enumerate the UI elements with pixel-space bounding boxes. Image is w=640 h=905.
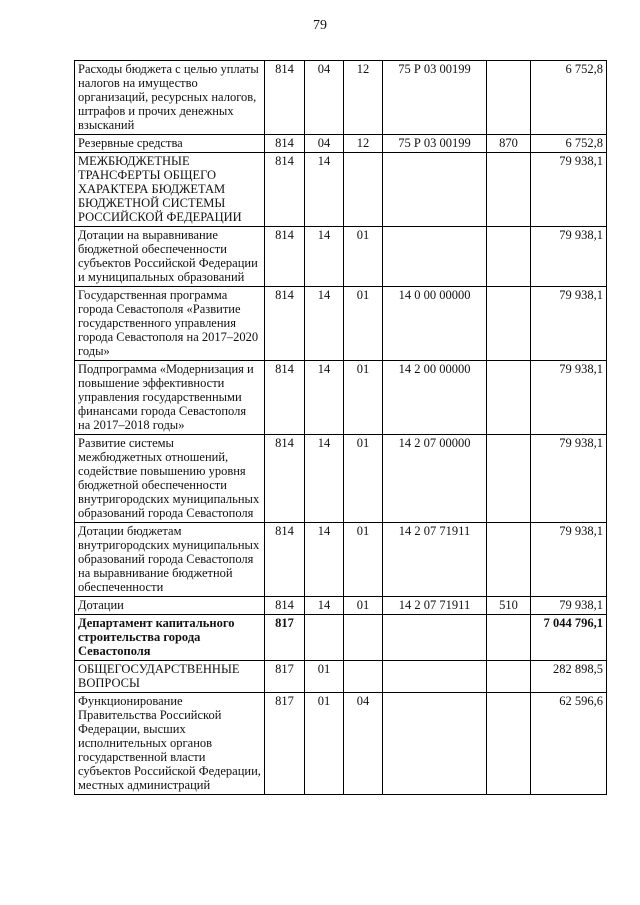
target-article-cell: 14 2 07 00000	[383, 435, 487, 523]
expense-type-cell	[487, 287, 531, 361]
amount-cell: 6 752,8	[531, 135, 607, 153]
table-row	[75, 661, 607, 693]
section-code-cell: 14	[305, 287, 344, 361]
budget-table-body	[75, 61, 607, 795]
expense-type-cell	[487, 693, 531, 795]
section-code-cell: 04	[305, 135, 344, 153]
ministry-code-cell: 817	[265, 661, 305, 693]
table-row	[75, 227, 607, 287]
subsection-code-cell: 04	[344, 693, 383, 795]
item-name-cell: Развитие системы межбюджетных отношений, содействие повышению уровня бюджетной обеспеченности внутригородских муниципальных образований города Севастополя	[75, 435, 265, 523]
section-code-cell: 14	[305, 361, 344, 435]
target-article-cell	[383, 227, 487, 287]
target-article-cell	[383, 693, 487, 795]
expense-type-cell	[487, 61, 531, 135]
amount-cell: 79 938,1	[531, 523, 607, 597]
expense-type-cell	[487, 615, 531, 661]
table-row	[75, 61, 607, 135]
subsection-code-cell: 01	[344, 287, 383, 361]
expense-type-cell	[487, 361, 531, 435]
amount-cell: 79 938,1	[531, 287, 607, 361]
expense-type-cell	[487, 661, 531, 693]
target-article-cell: 14 2 00 00000	[383, 361, 487, 435]
amount-cell: 79 938,1	[531, 153, 607, 227]
item-name-cell: Расходы бюджета с целью уплаты налогов на имущество организаций, ресурсных налогов, штрафов и прочих денежных взысканий	[75, 61, 265, 135]
item-name-cell: Функционирование Правительства Российской Федерации, высших исполнительных органов государственной власти субъектов Российской Федерации, местных администраций	[75, 693, 265, 795]
subsection-code-cell: 12	[344, 135, 383, 153]
ministry-code-cell: 814	[265, 597, 305, 615]
item-name-cell: Подпрограмма «Модернизация и повышение эффективности управления государственными финансами города Севастополя на 2017–2018 годы»	[75, 361, 265, 435]
item-name-cell: ОБЩЕГОСУДАРСТВЕННЫЕ ВОПРОСЫ	[75, 661, 265, 693]
item-name-cell: Департамент капитального строительства города Севастополя	[75, 615, 265, 661]
ministry-code-cell: 817	[265, 693, 305, 795]
section-code-cell: 14	[305, 597, 344, 615]
section-code-cell: 14	[305, 435, 344, 523]
expense-type-cell	[487, 153, 531, 227]
subsection-code-cell: 01	[344, 361, 383, 435]
amount-cell: 79 938,1	[531, 597, 607, 615]
amount-cell: 79 938,1	[531, 227, 607, 287]
ministry-code-cell: 814	[265, 153, 305, 227]
subsection-code-cell: 01	[344, 523, 383, 597]
amount-cell: 79 938,1	[531, 361, 607, 435]
subsection-code-cell	[344, 661, 383, 693]
ministry-code-cell: 814	[265, 361, 305, 435]
table-row	[75, 135, 607, 153]
expense-type-cell	[487, 435, 531, 523]
table-row	[75, 523, 607, 597]
table-row	[75, 435, 607, 523]
ministry-code-cell: 814	[265, 227, 305, 287]
expense-type-cell	[487, 523, 531, 597]
page-number: 79	[313, 18, 327, 33]
subsection-code-cell	[344, 153, 383, 227]
table-row	[75, 693, 607, 795]
target-article-cell: 75 Р 03 00199	[383, 135, 487, 153]
table-row	[75, 361, 607, 435]
ministry-code-cell: 814	[265, 435, 305, 523]
expense-type-cell: 870	[487, 135, 531, 153]
ministry-code-cell: 814	[265, 135, 305, 153]
amount-cell: 7 044 796,1	[531, 615, 607, 661]
subsection-code-cell: 12	[344, 61, 383, 135]
section-code-cell	[305, 615, 344, 661]
ministry-code-cell: 814	[265, 61, 305, 135]
amount-cell: 6 752,8	[531, 61, 607, 135]
target-article-cell	[383, 661, 487, 693]
ministry-code-cell: 814	[265, 523, 305, 597]
budget-table	[74, 60, 607, 795]
section-code-cell: 04	[305, 61, 344, 135]
target-article-cell: 14 2 07 71911	[383, 523, 487, 597]
target-article-cell: 14 2 07 71911	[383, 597, 487, 615]
subsection-code-cell: 01	[344, 597, 383, 615]
subsection-code-cell	[344, 615, 383, 661]
table-row	[75, 615, 607, 661]
target-article-cell	[383, 153, 487, 227]
amount-cell: 79 938,1	[531, 435, 607, 523]
subsection-code-cell: 01	[344, 227, 383, 287]
item-name-cell: Государственная программа города Севастополя «Развитие государственного управления города Севастополя на 2017–2020 годы»	[75, 287, 265, 361]
expense-type-cell	[487, 227, 531, 287]
section-code-cell: 14	[305, 153, 344, 227]
subsection-code-cell: 01	[344, 435, 383, 523]
table-row	[75, 287, 607, 361]
item-name-cell: МЕЖБЮДЖЕТНЫЕ ТРАНСФЕРТЫ ОБЩЕГО ХАРАКТЕРА БЮДЖЕТАМ БЮДЖЕТНОЙ СИСТЕМЫ РОССИЙСКОЙ ФЕДЕРАЦИИ	[75, 153, 265, 227]
table-row	[75, 597, 607, 615]
item-name-cell: Резервные средства	[75, 135, 265, 153]
section-code-cell: 14	[305, 523, 344, 597]
section-code-cell: 01	[305, 661, 344, 693]
amount-cell: 282 898,5	[531, 661, 607, 693]
ministry-code-cell: 814	[265, 287, 305, 361]
expense-type-cell: 510	[487, 597, 531, 615]
item-name-cell: Дотации на выравнивание бюджетной обеспеченности субъектов Российской Федерации и муниципальных образований	[75, 227, 265, 287]
section-code-cell: 01	[305, 693, 344, 795]
target-article-cell: 75 Р 03 00199	[383, 61, 487, 135]
item-name-cell: Дотации	[75, 597, 265, 615]
item-name-cell: Дотации бюджетам внутригородских муниципальных образований города Севастополя на выравнивание бюджетной обеспеченности	[75, 523, 265, 597]
table-row	[75, 153, 607, 227]
target-article-cell	[383, 615, 487, 661]
amount-cell: 62 596,6	[531, 693, 607, 795]
section-code-cell: 14	[305, 227, 344, 287]
ministry-code-cell: 817	[265, 615, 305, 661]
target-article-cell: 14 0 00 00000	[383, 287, 487, 361]
